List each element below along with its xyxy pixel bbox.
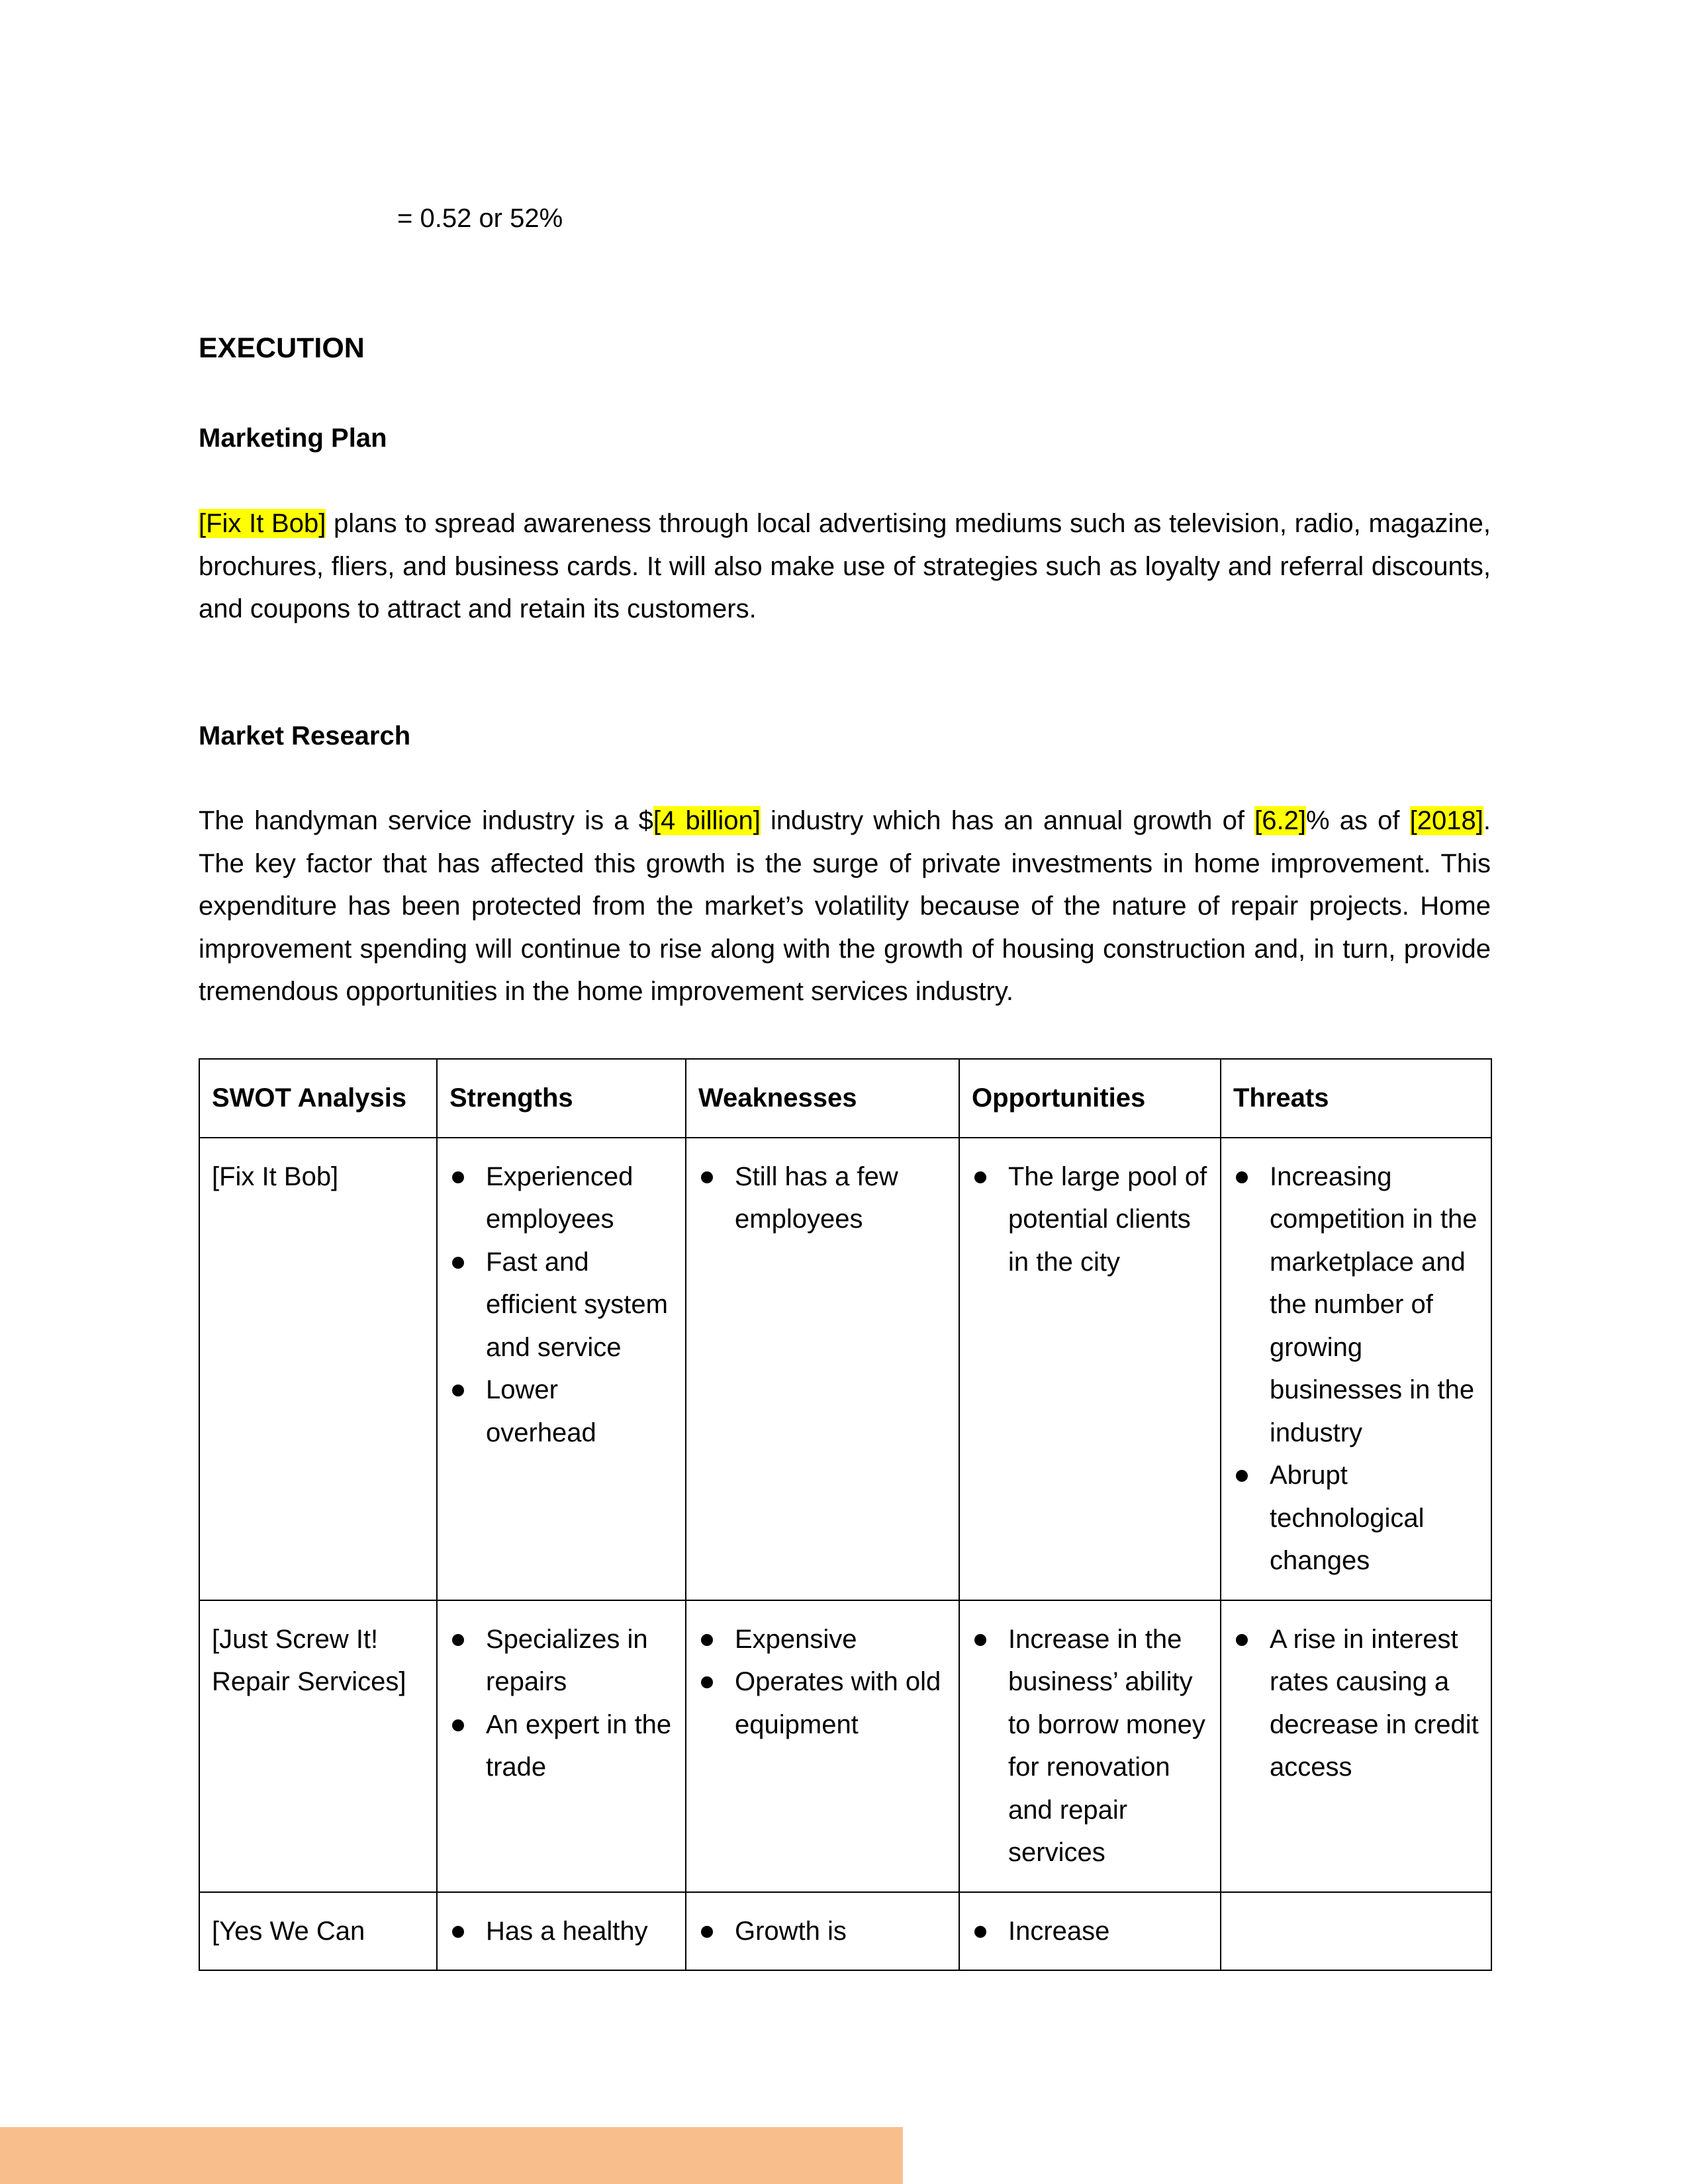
list-item: Operates with old equipment: [698, 1661, 947, 1746]
list-item: A rise in interest rates causing a decrease in credit access: [1233, 1618, 1479, 1789]
opportunities-cell: [959, 1892, 1221, 1971]
competitor-name: [Fix It Bob]: [199, 1138, 437, 1600]
list-item: Expensive: [698, 1618, 947, 1661]
research-text-1: The handyman service industry is a $: [199, 806, 653, 835]
market-research-heading: Market Research: [199, 721, 411, 751]
list-item: Increase: [972, 1910, 1208, 1953]
competitor-name: [Yes We Can: [199, 1892, 437, 1971]
industry-size-highlight: [4 billion]: [653, 806, 761, 835]
list-item: Experienced employees: [449, 1156, 673, 1241]
growth-rate-highlight: [6.2]: [1254, 806, 1306, 835]
threats-cell: [1221, 1600, 1491, 1892]
threats-cell: [1221, 1892, 1491, 1971]
opportunities-cell: [959, 1600, 1221, 1892]
list-item: Has a healthy: [449, 1910, 673, 1953]
header-weaknesses: Weaknesses: [686, 1059, 959, 1138]
threats-cell: [1221, 1138, 1491, 1600]
market-research-paragraph: [199, 799, 1491, 1013]
swot-header-row: [199, 1059, 1491, 1138]
list-item: Increasing competition in the marketplace and the number of growing businesses in the industry: [1233, 1156, 1479, 1455]
header-swot-analysis: SWOT Analysis: [199, 1059, 437, 1138]
research-text-4: . The key factor that has affected this growth is the surge of private investments in home improvement. This expenditure has been protected from the market’s volatility because of the nature of repair projects. Home improvement spending will continue to rise along with the growth of housing construction and, in turn, provide tremendous opportunities in the home improvement services industry.: [199, 806, 1491, 1006]
footer-accent-bar: [0, 2127, 903, 2184]
header-opportunities: Opportunities: [959, 1059, 1221, 1138]
execution-heading: EXECUTION: [199, 332, 365, 364]
weaknesses-cell: [686, 1892, 959, 1971]
company-name-highlight: [Fix It Bob]: [199, 509, 326, 538]
year-highlight: [2018]: [1409, 806, 1483, 835]
list-item: Abrupt technological changes: [1233, 1454, 1479, 1582]
list-item: Growth is: [698, 1910, 947, 1953]
header-strengths: Strengths: [437, 1059, 686, 1138]
list-item: The large pool of potential clients in the city: [972, 1156, 1208, 1284]
list-item: Fast and efficient system and service: [449, 1241, 673, 1369]
table-row: [199, 1600, 1491, 1892]
table-row: [199, 1892, 1491, 1971]
marketing-text: plans to spread awareness through local advertising mediums such as television, radio, magazine, brochures, fliers, and business cards. It will also make use of strategies such as loyalty and referral discounts, and coupons to attract and retain its customers.: [199, 509, 1491, 623]
swot-table: [199, 1058, 1492, 1971]
marketing-plan-paragraph: [199, 502, 1491, 631]
table-row: [199, 1138, 1491, 1600]
list-item: Increase in the business’ ability to borrow money for renovation and repair services: [972, 1618, 1208, 1874]
header-threats: Threats: [1221, 1059, 1491, 1138]
list-item: Still has a few employees: [698, 1156, 947, 1241]
weaknesses-cell: [686, 1600, 959, 1892]
research-text-3: % as of: [1305, 806, 1410, 835]
strengths-cell: [437, 1892, 686, 1971]
list-item: Lower overhead: [449, 1369, 673, 1454]
marketing-plan-heading: Marketing Plan: [199, 424, 387, 453]
opportunities-cell: [959, 1138, 1221, 1600]
research-text-2: industry which has an annual growth of: [760, 806, 1255, 835]
competitor-name: [Just Screw It! Repair Services]: [199, 1600, 437, 1892]
weaknesses-cell: [686, 1138, 959, 1600]
list-item: Specializes in repairs: [449, 1618, 673, 1704]
list-item: An expert in the trade: [449, 1704, 673, 1789]
strengths-cell: [437, 1138, 686, 1600]
strengths-cell: [437, 1600, 686, 1892]
formula-result: = 0.52 or 52%: [397, 204, 563, 233]
